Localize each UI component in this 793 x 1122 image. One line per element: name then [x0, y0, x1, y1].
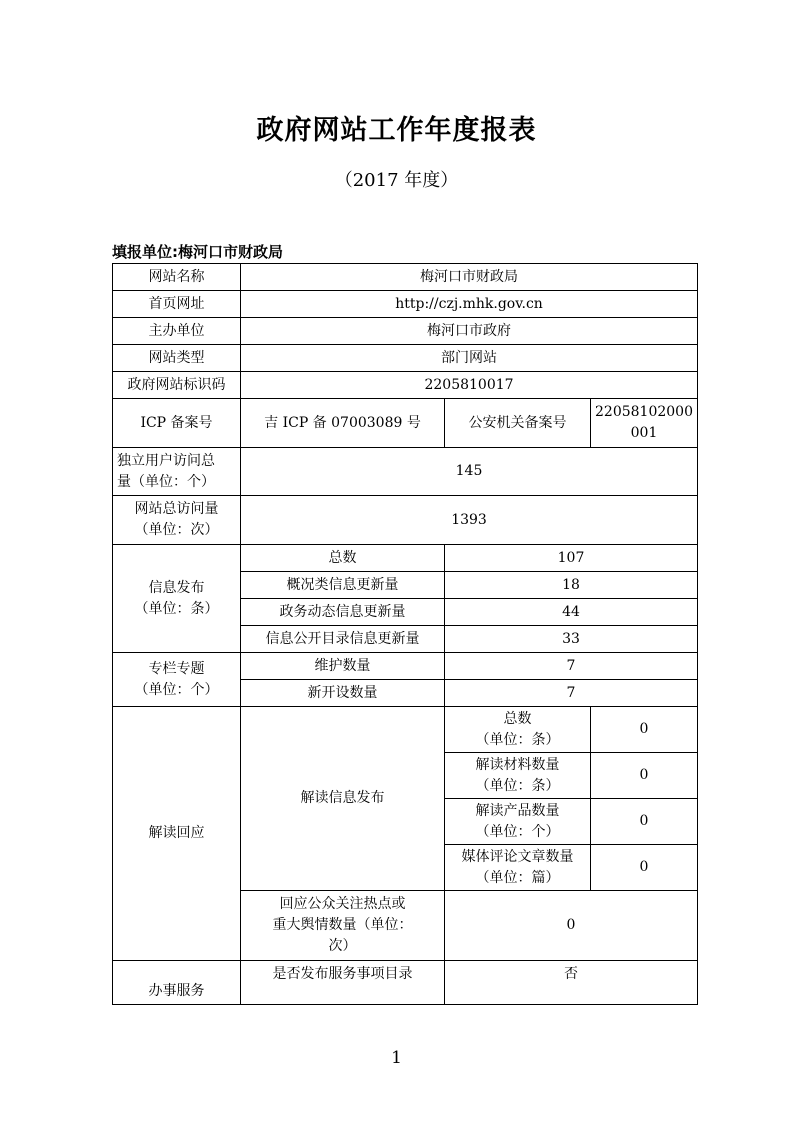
table-row	[113, 545, 698, 572]
filler-unit: 填报单位:梅河口市财政局	[112, 243, 283, 261]
site-name-value: 梅河口市财政局	[241, 264, 698, 291]
interpret-materials-line1: 解读材料数量	[475, 756, 560, 773]
table-row	[113, 653, 698, 680]
interpret-media-line2: （单位：篇）	[475, 869, 560, 886]
info-disclosure-label: 信息公开目录信息更新量	[241, 626, 445, 653]
info-news-label: 政务动态信息更新量	[241, 599, 445, 626]
interpret-products-line2: （单位：个）	[475, 823, 560, 840]
interpret-media-line1: 媒体评论文章数量	[461, 848, 574, 865]
response-label-line3: 次）	[328, 938, 357, 954]
police-record-line1: 22058102000	[595, 404, 693, 420]
page-views-value: 1393	[241, 496, 698, 545]
interpret-total-label	[445, 707, 591, 753]
table-row	[113, 345, 698, 372]
interpret-total-line2: （单位：条）	[475, 731, 560, 748]
unique-visitors-label	[113, 448, 241, 496]
sponsor-value: 梅河口市政府	[241, 318, 698, 345]
response-value: 0	[445, 891, 698, 961]
table-row	[113, 961, 698, 1005]
interpret-products-line1: 解读产品数量	[475, 802, 560, 819]
info-disclosure-value: 33	[445, 626, 698, 653]
info-publish-label-line1: 信息发布	[148, 579, 205, 596]
columns-label-line1: 专栏专题	[148, 660, 205, 677]
table-row	[113, 291, 698, 318]
info-publish-label	[113, 545, 241, 653]
columns-maintained-label: 维护数量	[241, 653, 445, 680]
site-type-value: 部门网站	[241, 345, 698, 372]
interpret-total-line1: 总数	[503, 710, 532, 727]
table-row	[113, 318, 698, 345]
columns-label-line2: （单位：个）	[134, 681, 219, 698]
service-catalog-label: 是否发布服务事项目录	[241, 961, 445, 1005]
service-catalog-value: 否	[445, 961, 698, 1005]
interpret-products-label	[445, 799, 591, 845]
page-views-label-line2: （单位：次）	[134, 522, 219, 538]
response-label-line2: 重大舆情数量（单位：	[272, 917, 413, 933]
police-record-value	[591, 399, 698, 448]
unique-visitors-value: 145	[241, 448, 698, 496]
interpret-materials-label	[445, 753, 591, 799]
info-overview-label: 概况类信息更新量	[241, 572, 445, 599]
info-overview-value: 18	[445, 572, 698, 599]
interpret-materials-value: 0	[591, 753, 698, 799]
interpret-label: 解读回应	[113, 707, 241, 961]
interpret-publish-label: 解读信息发布	[241, 707, 445, 891]
info-total-label: 总数	[241, 545, 445, 572]
interpret-total-value: 0	[591, 707, 698, 753]
unique-visitors-label-line1: 独立用户访问总	[117, 452, 215, 469]
page-views-label	[113, 496, 241, 545]
site-code-label: 政府网站标识码	[113, 372, 241, 399]
site-code-value: 2205810017	[241, 372, 698, 399]
unique-visitors-label-line2: 量（单位：个）	[117, 473, 215, 490]
icp-label: ICP 备案号	[113, 399, 241, 448]
service-label: 办事服务	[113, 961, 241, 1005]
table-row	[113, 448, 698, 496]
info-total-value: 107	[445, 545, 698, 572]
page-number: 1	[391, 1048, 402, 1068]
response-label-line1: 回应公众关注热点或	[279, 896, 406, 912]
homepage-value: http://czj.mhk.gov.cn	[241, 291, 698, 318]
info-news-value: 44	[445, 599, 698, 626]
page-title: 政府网站工作年度报表	[256, 115, 537, 146]
table-row	[113, 707, 698, 753]
table-row	[113, 399, 698, 448]
report-table	[112, 263, 698, 1005]
interpret-products-value: 0	[591, 799, 698, 845]
columns-new-label: 新开设数量	[241, 680, 445, 707]
interpret-materials-line2: （单位：条）	[475, 777, 560, 794]
columns-new-value: 7	[445, 680, 698, 707]
police-record-label: 公安机关备案号	[445, 399, 591, 448]
response-label	[241, 891, 445, 961]
columns-maintained-value: 7	[445, 653, 698, 680]
table-row	[113, 264, 698, 291]
page-views-label-line1: 网站总访问量	[134, 501, 219, 517]
police-record-line2: 001	[630, 425, 658, 441]
info-publish-label-line2: （单位：条）	[134, 600, 219, 617]
homepage-label: 首页网址	[113, 291, 241, 318]
table-row	[113, 496, 698, 545]
page-subtitle: （2017 年度）	[334, 170, 459, 191]
interpret-media-label	[445, 845, 591, 891]
columns-label	[113, 653, 241, 707]
icp-value: 吉 ICP 备 07003089 号	[241, 399, 445, 448]
site-name-label: 网站名称	[113, 264, 241, 291]
sponsor-label: 主办单位	[113, 318, 241, 345]
table-row	[113, 372, 698, 399]
interpret-media-value: 0	[591, 845, 698, 891]
site-type-label: 网站类型	[113, 345, 241, 372]
